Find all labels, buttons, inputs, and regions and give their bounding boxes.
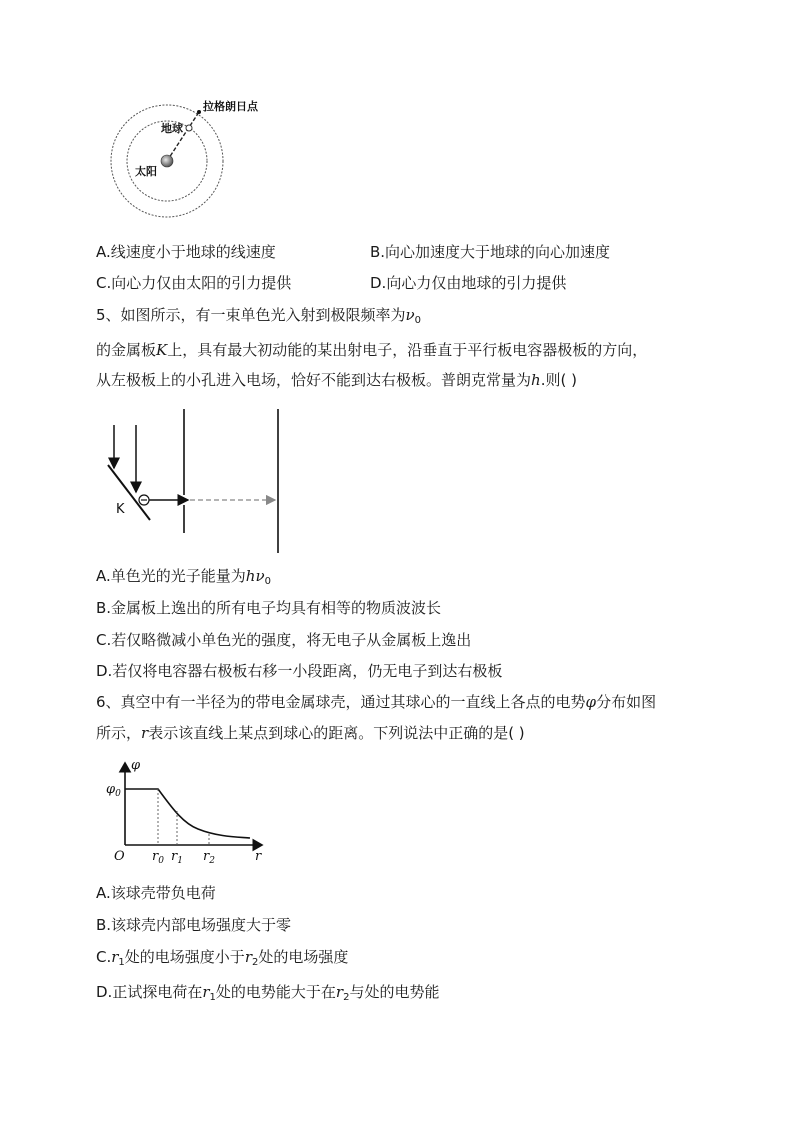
capacitor-figure: [100, 405, 290, 555]
q5-option-c: C.若仅略微减小单色光的强度，将无电子从金属板上逸出: [96, 631, 472, 649]
y-axis-label: φ: [131, 758, 141, 773]
orbit-figure: [100, 92, 280, 227]
q6-option-b: B.该球壳内部电场强度大于零: [96, 916, 292, 934]
x-axis-label: r: [255, 849, 262, 864]
tick-r0: $r_0$: [152, 849, 164, 866]
q5-option-d: D.若仅将电容器右极板右移一小段距离，仍无电子到达右极板: [96, 662, 503, 680]
q5-option-b: B.金属板上逸出的所有电子均具有相等的物质波波长: [96, 599, 442, 617]
q5-stem-line-1: 5、如图所示，有一束单色光入射到极限频率为$\nu_0$: [96, 306, 422, 326]
label-lagrange: 拉格朗日点: [203, 100, 258, 113]
tick-r2: $r_2$: [203, 849, 215, 866]
q4-option-a: A.线速度小于地球的线速度: [96, 243, 276, 261]
q4-option-b: B.向心加速度大于地球的向心加速度: [370, 243, 611, 261]
q6-option-d: D.正试探电荷在$r_1$处的电势能大于在$r_2$与处的电势能: [96, 983, 440, 1003]
y-tick-phi0: $\varphi_0$: [106, 782, 121, 799]
label-earth: 地球: [161, 122, 183, 135]
label-k: K: [116, 502, 125, 517]
metal-plate-k: [108, 465, 150, 520]
q5-stem-line-3: 从左极板上的小孔进入电场，恰好不能到达右极板。普朗克常量为h.则( ): [96, 371, 577, 389]
earth-icon: [186, 125, 192, 131]
origin-label: O: [114, 849, 125, 864]
q5-stem-line-2: 的金属板K上，具有最大初动能的某出射电子，沿垂直于平行板电容器极板的方向，: [96, 341, 648, 359]
q6-stem-line-2: 所示，r表示该直线上某点到球心的距离。下列说法中正确的是( ): [96, 724, 525, 742]
sun-icon: [161, 155, 173, 167]
potential-graph: [100, 755, 280, 867]
lagrange-point-icon: [197, 110, 201, 114]
label-sun: 太阳: [135, 165, 157, 178]
q6-option-c: $C.r_1$处的电场强度小于$r_2$处的电场强度: [96, 948, 349, 968]
q6-option-a: A.该球壳带负电荷: [96, 884, 216, 902]
sun-to-lagrange-line: [167, 112, 199, 161]
q5-option-a: A.单色光的光子能量为$h\nu_0$: [96, 567, 271, 587]
q4-option-c: C.向心力仅由太阳的引力提供: [96, 274, 292, 292]
tick-r1: $r_1$: [171, 849, 183, 866]
q4-option-d: D.向心力仅由地球的引力提供: [370, 274, 567, 292]
q6-stem-line-1: 6、真空中有一半径为的带电金属球壳，通过其球心的一直线上各点的电势φ分布如图: [96, 693, 657, 711]
potential-curve: [125, 789, 250, 838]
